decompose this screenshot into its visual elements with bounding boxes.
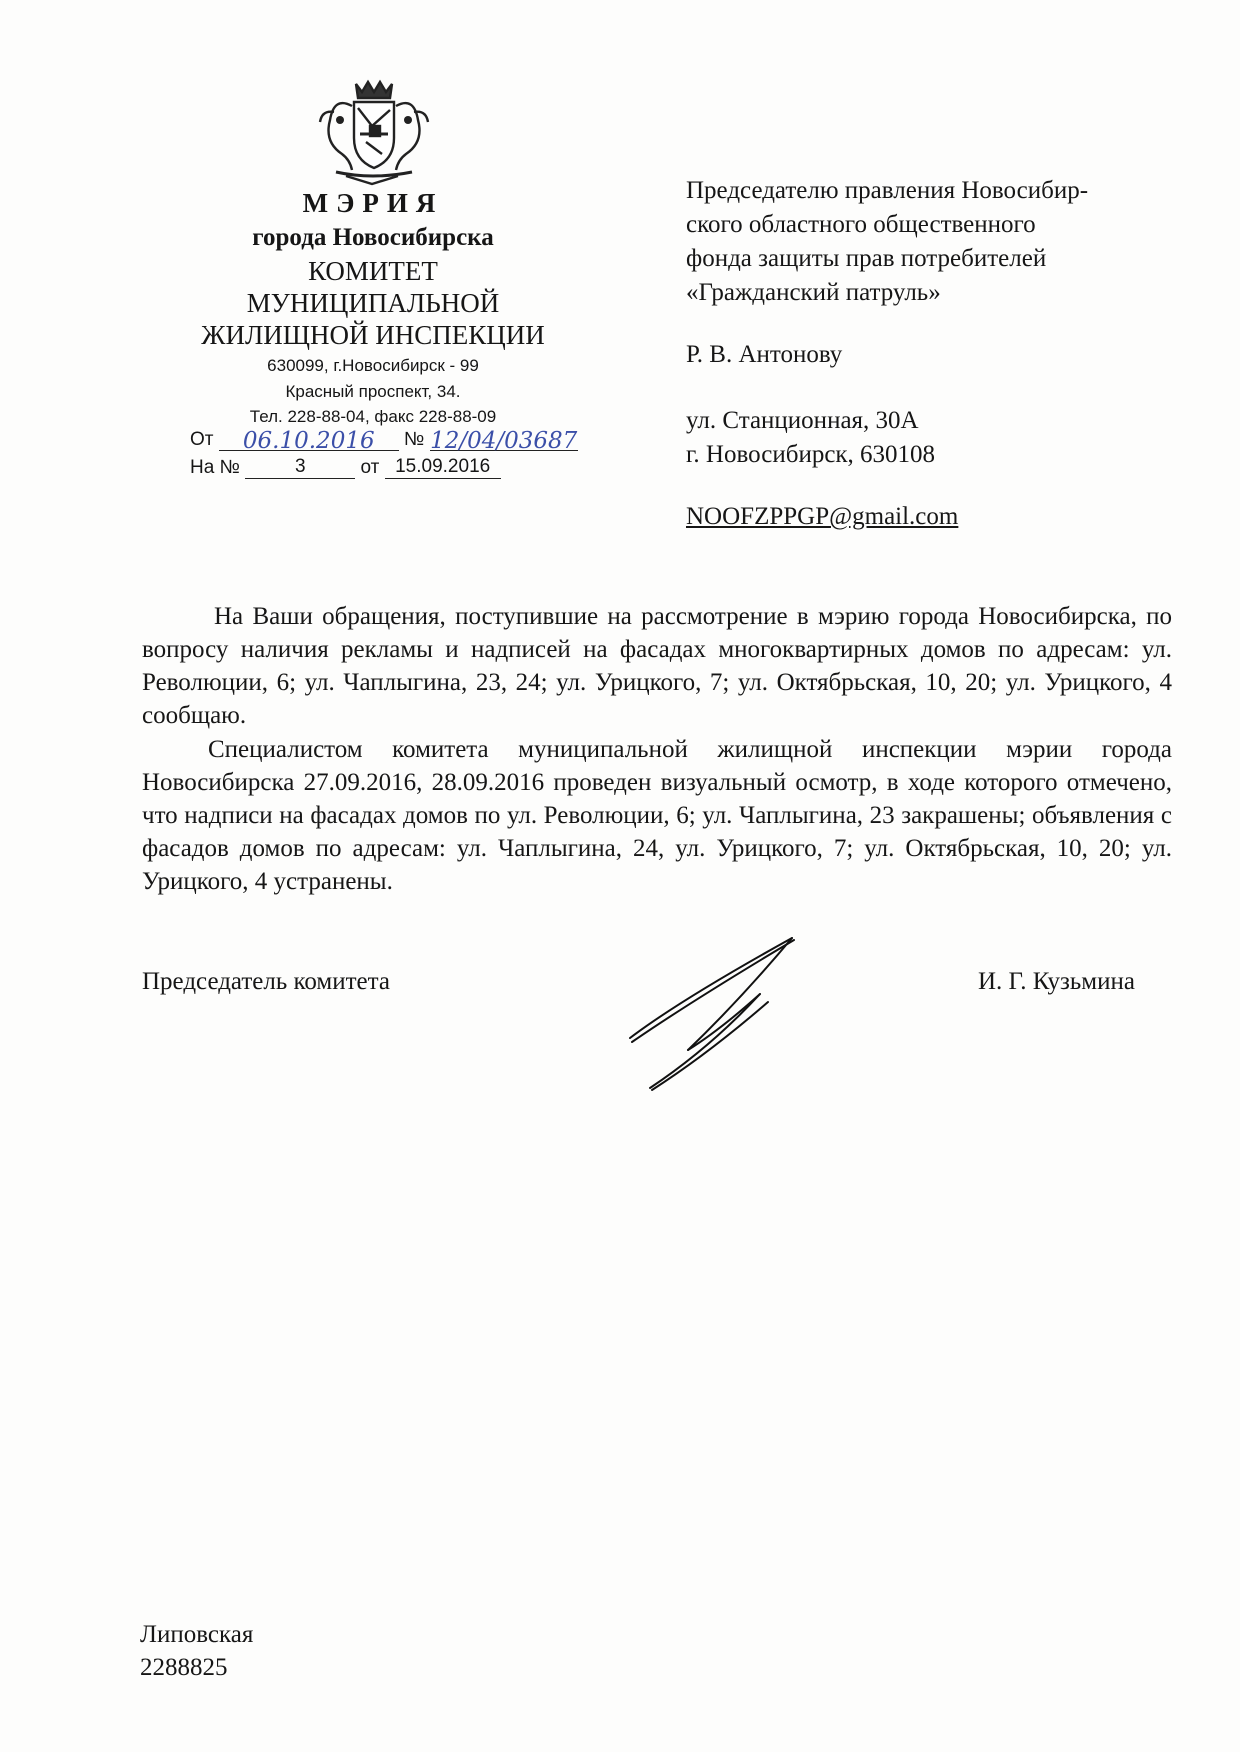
executor-name: Липовская [140, 1621, 254, 1648]
executor-phone: 2288825 [140, 1654, 228, 1681]
org-name-line2: города Новосибирска [252, 224, 494, 251]
ref-na-label: На № [190, 457, 240, 478]
coat-of-arms-emblem [312, 76, 432, 186]
ref-no-label: № [404, 429, 425, 450]
signer-title: Председатель комитета [142, 968, 390, 995]
handwritten-signature [620, 930, 800, 1100]
committee-name-line2: МУНИЦИПАЛЬНОЙ [246, 288, 500, 318]
org-name-line1: МЭРИЯ [302, 188, 444, 218]
recipient-street: ул. Станционная, 30А [686, 407, 919, 434]
phone-line: Тел. 228-88-04, факс 228-88-09 [249, 407, 497, 426]
outgoing-reference-row [190, 428, 578, 454]
recipient-name: Р. В. Антонову [686, 341, 843, 368]
ref-ot-date: 15.09.2016 [385, 456, 501, 479]
ref-from-label: От [190, 429, 214, 450]
recipient-line3: фонда защиты прав потребителей [686, 245, 1047, 272]
body-paragraph-1: На Ваши обращения, поступившие на рассмотрение в мэрию города Новосибирска, по вопросу наличия рекламы и надписей на фасадах многоквартирных домов по адресам: ул. Революции, 6; ул. Чаплыгина, 23, 24; ул. Урицкого, 7; ул. Октябрьская, 10, 20; ул. Урицкого, 4 сообщаю. [142, 603, 1172, 729]
body-paragraph-2: Специалистом комитета муниципальной жилищной инспекции мэрии города Новосибирска 27.09.2016, 28.09.2016 проведен визуальный осмотр, в ходе которого отмечено, что надписи на фасадах домов по ул. Революции, 6; ул. Чаплыгина, 23 закрашены; объявления с фасадов домов по адресам: ул. Чаплыгина, 24, ул. Урицкого, 7; ул. Октябрьская, 10, 20; ул. Урицкого, 4 устранены. [142, 736, 1172, 895]
recipient-city: г. Новосибирск, 630108 [686, 441, 936, 468]
recipient-address [686, 404, 1206, 472]
address-line1: 630099, г.Новосибирск - 99 [267, 356, 479, 375]
recipient-line4: «Гражданский патруль» [686, 279, 941, 306]
signer-name: И. Г. Кузьмина [978, 968, 1135, 995]
recipient-title [686, 174, 1206, 310]
body-section-2 [142, 733, 1172, 898]
recipient-line2: ского областного общественного [686, 211, 1036, 238]
committee-name-line1: КОМИТЕТ [308, 256, 438, 286]
recipient-line1: Председателю правления Новосибир- [686, 177, 1089, 204]
committee-name-line3: ЖИЛИЩНОЙ ИНСПЕКЦИИ [201, 320, 545, 350]
executor-block [140, 1618, 253, 1684]
ref-from-date-handwritten: 06.10.2016 [219, 428, 399, 451]
recipient-email[interactable]: NOOFZPPGP@gmail.com [686, 503, 959, 530]
incoming-reference-row [190, 456, 501, 479]
address-line2: Красный проспект, 34. [285, 382, 461, 401]
ref-na-value: 3 [245, 456, 355, 479]
body-section-1 [142, 600, 1172, 732]
ref-no-handwritten: 12/04/03687 [430, 428, 578, 454]
ref-ot-label: от [360, 457, 380, 478]
